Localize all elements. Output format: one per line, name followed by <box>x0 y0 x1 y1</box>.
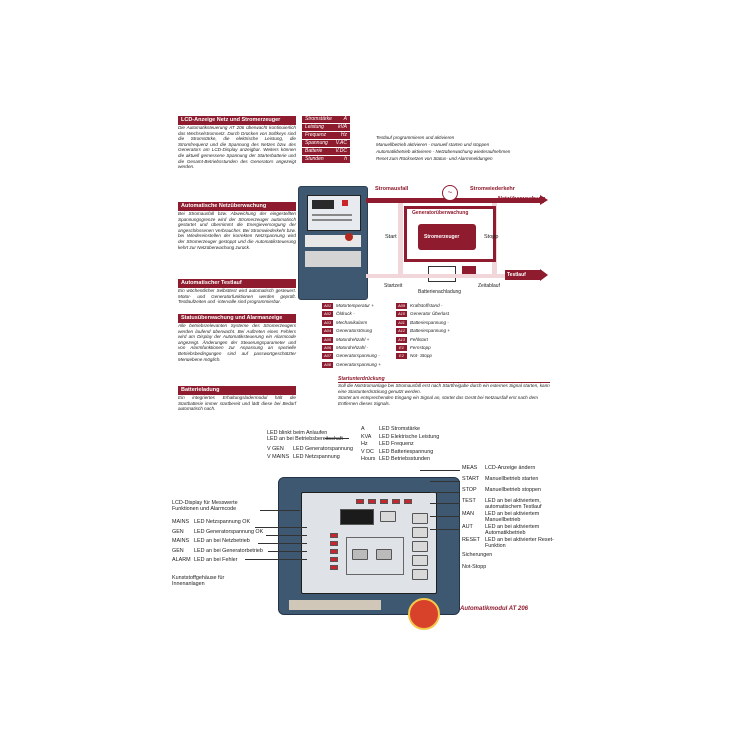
alarm-code-text: Mechanikalarm <box>336 319 368 325</box>
legend-row <box>172 538 263 546</box>
alarm-code-text: Öldruck - <box>336 311 355 317</box>
lcd-section-heading: LCD-Anzeige Netz und Stromerzeuger <box>178 116 296 125</box>
alarm-code-list-left <box>322 302 381 369</box>
emergency-stop-icon[interactable] <box>408 598 440 630</box>
pointer-line <box>268 551 307 552</box>
unit-name: Spannung <box>305 140 328 146</box>
alarm-code-item <box>396 352 450 360</box>
flow-label-testlauf: Testlauf <box>507 272 526 278</box>
alarm-code-badge: A09 <box>397 303 406 308</box>
legend-code: TEST <box>462 498 476 504</box>
pointer-line <box>260 510 300 511</box>
alarm-code-item <box>396 336 450 344</box>
unit-row <box>302 124 350 132</box>
legend-code: MAN <box>462 511 474 517</box>
alarm-code-badge: A04 <box>323 328 332 334</box>
lcd-screen <box>340 509 374 525</box>
flow-label-generatorueberwachung: Generatorüberwachung <box>412 210 469 216</box>
alarm-led <box>330 565 338 570</box>
legend-row <box>462 487 555 498</box>
mains-switch-button[interactable] <box>352 549 368 560</box>
led-indicator <box>380 499 388 504</box>
pointer-line <box>420 470 460 471</box>
legend-code: MAINS <box>172 519 190 525</box>
alarm-code-text: Generatorspannung + <box>336 361 381 367</box>
units-table <box>302 116 350 164</box>
unit-row <box>302 116 350 124</box>
battery-section-text: Ein integriertes Erhaltungsladermodul hält die Startbatterie immer startbereit und lädt diese bei Bedarf automatisch nach. <box>178 395 296 412</box>
legend-text: LED Generatorspannung <box>293 446 353 452</box>
unit-name: Leistung <box>305 124 324 130</box>
flow-label-stromerzeuger: Stromerzeuger <box>424 234 460 240</box>
legend-text: LED Stromstärke <box>379 426 421 432</box>
divider <box>312 219 352 221</box>
alarm-code-item <box>322 327 381 335</box>
legend-code: GEN <box>172 547 184 554</box>
flow-label-start: Start <box>385 234 397 240</box>
legend-row <box>172 529 263 537</box>
legend-text: LED an bei aktiviertem, automatischem Testlauf <box>485 498 542 510</box>
flow-label-stromausfall: Stromausfall <box>375 186 409 192</box>
pointer-line <box>430 481 460 482</box>
unit-row <box>302 140 350 148</box>
legend-code: Hours <box>361 456 376 462</box>
mains-section-text: Bei Stromausfall bzw. Abweichung der eingestellten Spannungsgrenze wird der Stromerzeuger automatisch gestartet und übernimmt die Energieversorgung der angeschlossenen Verbraucher. Bei Stromwiederkehr bzw. bei Wiedereinstellen der korrekten Netzspannung wird der Stromerzeuger gestoppt und die Automatiksteuerung kehrt zur Netzüberwachung zurück. <box>178 211 296 250</box>
emergency-stop-icon[interactable] <box>345 233 353 241</box>
pointer-line <box>430 503 460 504</box>
unit-symbol: V.AC <box>335 140 347 146</box>
controller-face <box>307 195 361 231</box>
legend-text: Sicherungen <box>462 552 493 558</box>
led-indicator <box>368 499 376 504</box>
legend-text: LED an bei aktiviertem Automatikbetrieb <box>485 524 540 536</box>
led-indicator <box>392 499 400 504</box>
alarm-code-item <box>396 319 450 327</box>
unit-name: Batterie <box>305 148 323 154</box>
legend-code: GEN <box>172 528 184 535</box>
flow-label-startzeit: Startzeit <box>384 283 403 289</box>
legend-left <box>172 500 263 587</box>
feature-column <box>178 116 296 412</box>
terminal-strip <box>305 251 361 267</box>
alarm-code-badge: A06 <box>323 345 332 351</box>
legend-text: Not-Stopp <box>462 563 487 570</box>
unit-symbol: Hz <box>340 132 347 138</box>
alarm-code-text: Generatorstörung <box>336 328 373 334</box>
start-suppression-text: Soll die Notstromanlage bei Stromausfall erst nach Startfreigabe durch ein externes Signal starten, kann eine Startunterdrückung genutzt werden. <box>338 383 550 394</box>
legend-text: LED an bei aktivierter Reset-Funktion <box>485 537 554 549</box>
unit-name: Stunden <box>305 156 324 162</box>
pointer-line <box>430 516 460 517</box>
alarm-code-text: Motortemperatur + <box>336 303 374 308</box>
alarm-code-badge: A08 <box>323 361 332 367</box>
legend-text: Kunststoffgehäuse für Innenanlagen <box>172 574 225 587</box>
legend-text: LCD-Display für Messwerte Funktionen und Alarmcode <box>172 500 238 512</box>
control-note <box>376 134 566 162</box>
alarm-code-list-right <box>396 302 450 361</box>
flow-label-stopp: Stopp <box>484 234 499 240</box>
legend-row <box>462 498 555 511</box>
alarm-code-item <box>322 319 381 327</box>
alarm-code-text: Motordrehzahl + <box>336 336 370 342</box>
legend-text: LED Batteriespannung <box>379 448 434 455</box>
warning-sticker <box>289 600 381 610</box>
start-button[interactable] <box>412 513 428 524</box>
man-button[interactable] <box>412 555 428 566</box>
unit-symbol: V.DC <box>335 148 347 154</box>
legend-code: V DC <box>361 448 374 455</box>
lcd-section-text: Die Automatiksteuerung AT 206 überwacht kontinuierlich das Wechselstromnetz. Durch Drücken von Softkeys sind die Stromstärke, die elektrische Leistung, die Stromfrequenz und die Spannung des Netzes bzw. des Generators am LCD-Display anzeigbar. Weiters können die aktuell gemessene Spannung der Starterbatterie und die Gesamt-Betriebsstunden des Generators angezeigt werden. <box>178 125 296 170</box>
alarm-code-badge: A02 <box>323 311 332 317</box>
legend-text: LCD-Anzeige ändern <box>485 465 536 471</box>
mains-led <box>330 533 338 538</box>
alarm-code-text: Fehlstart <box>410 336 428 342</box>
legend-code: V MAINS <box>267 453 290 460</box>
legend-text: LED Frequenz <box>379 441 414 447</box>
legend-row <box>267 454 353 462</box>
start-suppression-text: Startet am entsprechenden Eingang ein Signal an, startet das Gerät bei Netzausfall erst nach dem Entfernen dieses Signals. <box>338 395 538 406</box>
legend-row <box>361 426 439 434</box>
stop-button[interactable] <box>342 200 348 206</box>
unit-row <box>302 132 350 140</box>
flow-label-stromwiederkehr: Stromwiederkehr <box>470 186 515 192</box>
flow-label-batterienachladung: Batterienachladung <box>418 289 462 295</box>
gen-switch-button[interactable] <box>376 549 392 560</box>
pointer-line <box>245 559 307 560</box>
pointer-line <box>258 543 307 544</box>
legend-text: LED Netzspannung <box>293 453 340 460</box>
legend-text: Manuellbetrieb starten <box>485 476 539 482</box>
legend-text: Manuellbetrieb stoppen <box>485 487 542 493</box>
legend-code: RESET <box>462 537 480 543</box>
legend-row <box>172 548 263 556</box>
unit-symbol: kVA <box>338 124 347 130</box>
legend-text: LED an bei Netzbetrieb <box>194 538 250 544</box>
alarm-code-badge: A12 <box>397 328 406 334</box>
legend-top-left <box>267 430 353 461</box>
alarm-code-item <box>322 344 381 352</box>
legend-row <box>462 476 555 487</box>
alarm-code-badge: A03 <box>323 319 332 325</box>
test-section-heading: Automatischer Testlauf <box>178 279 296 288</box>
legend-code: KVA <box>361 433 372 440</box>
pointer-line <box>266 535 307 536</box>
alarm-code-text: Generatorspannung - <box>336 353 380 359</box>
legend-text: LED Elektrische Leistung <box>379 433 440 440</box>
alarm-code-text: Batteriespannung - <box>410 319 449 325</box>
legend-code: STOP <box>462 487 477 493</box>
test-button[interactable] <box>412 541 428 552</box>
legend-row <box>462 537 555 550</box>
unit-name: Stromstärke <box>305 116 332 122</box>
legend-code: MEAS <box>462 465 478 471</box>
legend-text: LED an bei Betriebsbereitschaft <box>267 435 343 442</box>
alarm-code-badge: A10 <box>397 311 406 317</box>
mains-section-heading: Automatische Netzüberwachung <box>178 202 296 211</box>
legend-row <box>462 524 555 537</box>
start-suppression-heading: Startunterdrückung <box>338 376 550 383</box>
start-suppression-block <box>338 376 550 406</box>
unit-row <box>302 148 350 156</box>
legend-text: LED an bei aktiviertem Manuellbetrieb <box>485 511 540 523</box>
pointer-line <box>430 529 460 530</box>
legend-code: MAINS <box>172 538 190 544</box>
legend-code: ALARM <box>172 557 191 563</box>
pointer-line <box>430 492 460 493</box>
flow-connector <box>398 203 403 275</box>
alarm-code-badge: A11 <box>396 320 407 326</box>
pointer-line <box>255 527 307 528</box>
legend-row <box>462 465 555 476</box>
flow-label-zeitablauf: Zeitablauf <box>478 283 500 289</box>
alarm-code-text: Motordrehzahl - <box>336 345 369 351</box>
legend-text: LED Generatorspannung OK <box>194 528 264 535</box>
unit-row <box>302 156 350 164</box>
legend-right <box>462 465 555 571</box>
legend-code: Hz <box>361 441 368 447</box>
legend-units <box>361 426 439 464</box>
sine-wave-icon: ~ <box>442 185 458 201</box>
note-line: Reset zum Rücksetzen von Status- und Alarmmeldungen <box>376 156 493 161</box>
alarm-code-item <box>322 302 381 310</box>
legend-code: V GEN <box>267 446 284 452</box>
note-line: Manuellbetrieb aktivieren - manuell starten und stoppen <box>376 142 490 147</box>
legend-text: LED blinkt beim Anlaufen <box>267 430 328 436</box>
model-label: Automatikmodul AT 206 <box>460 606 529 612</box>
legend-text: LED Betriebsstunden <box>379 456 430 462</box>
alarm-code-badge: E1 <box>396 345 407 351</box>
status-section-text: Alle betriebsrelevanten Systeme des Stromerzeugers werden laufend überwacht. Bei Auftreten eines Fehlers wird am Display der Automatiksteuerung ein Alarmcode angezeigt. Änderungen der Steuerungsparameter und von Alarmfunktionen zur Anpassung an spezielle Betriebsbedingungen sind auf passwortgeschützter Menüebene möglich. <box>178 323 296 362</box>
alarm-code-item <box>396 302 450 310</box>
status-section-heading: Statusüberwachung und Alarmanzeige <box>178 314 296 323</box>
alarm-code-text: Batteriespannung + <box>410 328 450 334</box>
meas-button[interactable] <box>380 511 396 522</box>
alarm-code-item <box>322 352 381 360</box>
note-line: Testlauf programmieren und aktivieren <box>376 135 455 140</box>
lcd-screen <box>312 200 334 209</box>
alarm-code-item <box>322 336 381 344</box>
alarm-code-badge: A05 <box>323 336 332 342</box>
legend-text: LED Netzspannung OK <box>194 519 251 525</box>
alarm-code-item <box>396 344 450 352</box>
arrow-right-icon <box>540 195 548 205</box>
legend-code: START <box>462 476 480 482</box>
unit-symbol: h <box>344 156 347 162</box>
test-section-text: Ein wöchentlicher Selbsttest wird automatisch gesteuert. Motor- und Generatorfunktionen werden geprüft. Testlaufzeiten und -intervalle sind programmierbar. <box>178 288 296 305</box>
unit-symbol: A <box>343 116 347 122</box>
legend-row <box>361 449 439 457</box>
legend-row <box>462 511 555 524</box>
controller-photo-bottom <box>278 477 460 615</box>
alarm-code-item <box>322 361 381 369</box>
legend-row <box>267 446 353 454</box>
legend-row <box>361 456 439 464</box>
arrow-right-icon <box>540 269 548 281</box>
pointer-line <box>325 438 349 439</box>
alarm-code-text: Generator Überlast <box>410 311 450 317</box>
controller-photo-top <box>298 186 368 300</box>
note-line: Automatikbetrieb aktivieren - Netzüberwachung wiederaufnehmen <box>376 149 511 154</box>
led-indicator <box>404 499 412 504</box>
led-indicator <box>356 499 364 504</box>
legend-code: A <box>361 426 365 432</box>
mains-operation-led <box>330 549 338 554</box>
stop-button[interactable] <box>412 527 428 538</box>
legend-code: AUT <box>462 524 473 530</box>
alarm-code-badge: A07 <box>323 353 332 359</box>
alarm-code-text: Kraftstoffstand - <box>410 303 443 308</box>
alarm-code-badge: A13 <box>397 336 406 342</box>
battery-section-heading: Batterieladung <box>178 386 296 395</box>
gen-operation-led <box>330 557 338 562</box>
alarm-code-text: Not- Stopp <box>410 353 432 359</box>
alarm-code-item <box>396 310 450 318</box>
alarm-code-badge: A01 <box>323 303 332 308</box>
legend-row <box>361 441 439 449</box>
aut-button[interactable] <box>412 569 428 580</box>
controller-face <box>301 492 437 594</box>
legend-row <box>361 434 439 442</box>
alarm-code-badge: E2 <box>396 353 407 359</box>
legend-row <box>172 519 263 527</box>
alarm-code-text: Fernstopp <box>410 345 431 351</box>
alarm-code-item <box>396 327 450 335</box>
alarm-code-item <box>322 310 381 318</box>
legend-text: LED an bei Fehler <box>194 557 238 563</box>
divider <box>312 214 352 216</box>
legend-text: LED an bei Generatorbetrieb <box>194 547 263 554</box>
unit-name: Frequenz <box>305 132 327 138</box>
flow-label-netzueberwachung: Netzüberwachung <box>498 196 546 202</box>
gen-led <box>330 541 338 546</box>
